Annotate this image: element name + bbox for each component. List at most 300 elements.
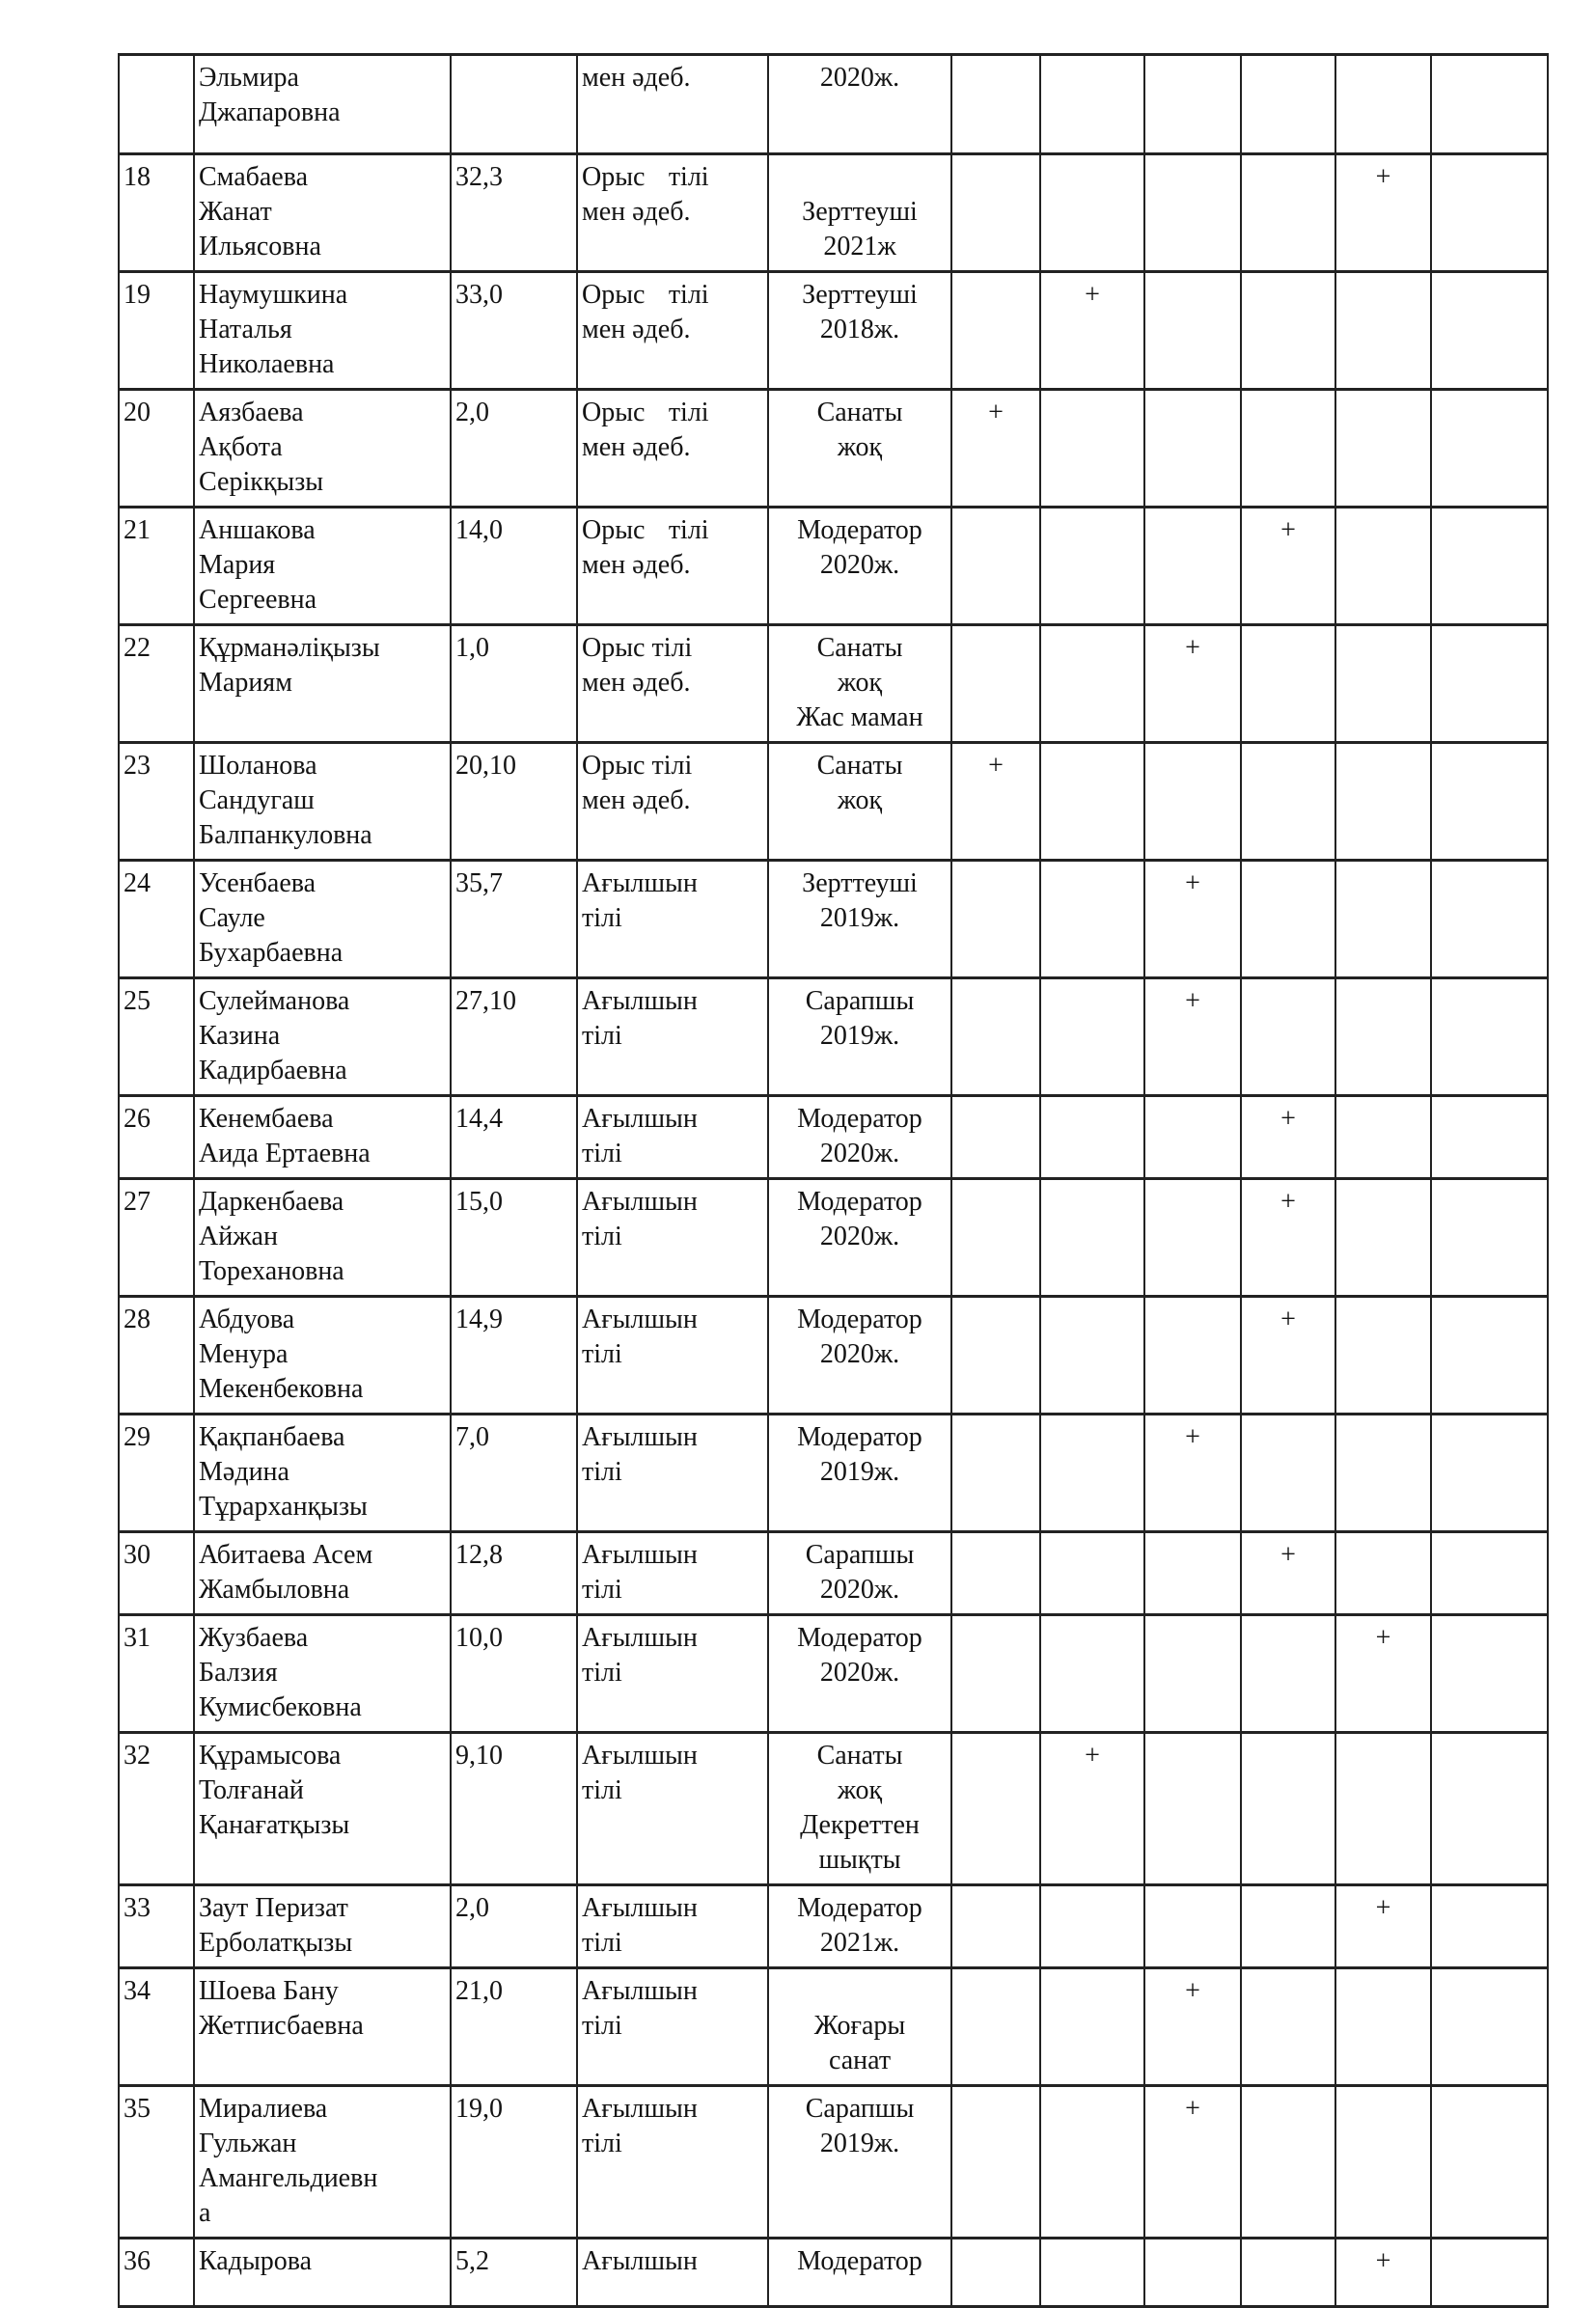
teacher-name-cell	[194, 1885, 451, 1968]
table-row	[119, 2086, 1548, 2239]
text-line: Сергеевна	[199, 585, 317, 615]
mark-cell	[1241, 743, 1335, 861]
text-line: Жузбаева	[199, 1623, 309, 1653]
text-line: тілі	[582, 1575, 622, 1605]
mark-cell	[1431, 978, 1548, 1096]
text-line: санат	[828, 2046, 892, 2075]
mark-cell	[1431, 55, 1548, 154]
attestation-plus-mark-cell: +	[1144, 1415, 1241, 1532]
teacher-name-cell	[194, 2086, 451, 2239]
table-row	[119, 1096, 1548, 1179]
teacher-name-cell	[194, 1297, 451, 1415]
category-cell	[768, 1179, 951, 1297]
category-cell	[768, 1532, 951, 1615]
table-row	[119, 625, 1548, 743]
table-row	[119, 272, 1548, 390]
text-line: Жанат	[199, 197, 272, 227]
text-line: Қақпанбаева	[199, 1422, 345, 1452]
mark-cell	[1040, 2086, 1144, 2239]
mark-cell	[1335, 1297, 1431, 1415]
row-number-cell: 19	[119, 272, 194, 390]
text-line: Мекенбековна	[199, 1374, 364, 1404]
category-cell	[768, 55, 951, 154]
attestation-plus-mark-cell: +	[1040, 1733, 1144, 1885]
text-line: Сауле	[199, 903, 265, 933]
mark-cell	[1144, 1096, 1241, 1179]
subject-cell	[577, 861, 768, 978]
mark-cell	[1241, 272, 1335, 390]
mark-cell	[1335, 390, 1431, 508]
text-line: Бухарбаевна	[199, 938, 344, 968]
text-line: 2020ж.	[819, 1222, 900, 1251]
mark-cell	[1241, 1733, 1335, 1885]
table-row	[119, 1179, 1548, 1297]
table-row	[119, 508, 1548, 625]
text-line: Айжан	[199, 1222, 278, 1251]
text-line: Сарапшы	[805, 1540, 915, 1570]
text-line	[773, 160, 947, 195]
category-cell	[768, 978, 951, 1096]
mark-cell	[1431, 508, 1548, 625]
experience-cell: 21,0	[451, 1968, 577, 2086]
mark-cell	[1241, 1968, 1335, 2086]
text-line: жоқ	[837, 432, 883, 462]
subject-cell	[577, 2239, 768, 2307]
teacher-name-cell	[194, 625, 451, 743]
row-number-cell: 33	[119, 1885, 194, 1968]
text-line: Ағылшын	[582, 2246, 698, 2276]
category-cell	[768, 861, 951, 978]
teacher-name-cell	[194, 1415, 451, 1532]
mark-cell	[1431, 2239, 1548, 2307]
mark-cell	[951, 1096, 1040, 1179]
row-number-cell: 30	[119, 1532, 194, 1615]
text-line: Менура	[199, 1339, 289, 1369]
table-row	[119, 1885, 1548, 1968]
subject-cell	[577, 1733, 768, 1885]
mark-cell	[1335, 272, 1431, 390]
mark-cell	[1241, 978, 1335, 1096]
text-line: Торехановна	[199, 1256, 344, 1286]
mark-cell	[1144, 1615, 1241, 1733]
mark-cell	[1040, 1297, 1144, 1415]
text-line: Жетписбаевна	[199, 2011, 364, 2041]
row-number-cell: 21	[119, 508, 194, 625]
mark-cell	[1040, 390, 1144, 508]
text-line: Ағылшын	[582, 1422, 698, 1452]
text-line: Мәдина	[199, 1457, 289, 1487]
text-line: мен әдеб.	[582, 668, 691, 698]
row-number-cell	[119, 55, 194, 154]
experience-cell	[451, 55, 577, 154]
mark-cell	[1144, 743, 1241, 861]
text-line: Ильясовна	[199, 232, 321, 261]
mark-cell	[1040, 1179, 1144, 1297]
table-row	[119, 743, 1548, 861]
attestation-plus-mark-cell: +	[1335, 154, 1431, 272]
text-line: тілі	[582, 1457, 622, 1487]
experience-cell: 1,0	[451, 625, 577, 743]
mark-cell	[951, 272, 1040, 390]
text-line: Ерболатқызы	[199, 1928, 353, 1958]
mark-cell	[951, 1179, 1040, 1297]
mark-cell	[951, 508, 1040, 625]
text-line: Ағылшын	[582, 986, 698, 1016]
mark-cell	[1431, 1968, 1548, 2086]
category-cell	[768, 1968, 951, 2086]
text-line: Шоланова	[199, 751, 317, 781]
text-line: Зерттеуші	[802, 280, 918, 310]
text-line: Декреттен	[800, 1810, 920, 1840]
category-cell	[768, 2239, 951, 2307]
teacher-name-cell	[194, 272, 451, 390]
attestation-plus-mark-cell: +	[1241, 1297, 1335, 1415]
text-line: мен әдеб.	[582, 432, 691, 462]
mark-cell	[1040, 154, 1144, 272]
table-row	[119, 978, 1548, 1096]
mark-cell	[1241, 1415, 1335, 1532]
attestation-plus-mark-cell: +	[1335, 1885, 1431, 1968]
row-number-cell: 23	[119, 743, 194, 861]
staff-qualification-table	[118, 53, 1549, 2308]
text-line: тілі	[582, 2011, 622, 2041]
experience-cell: 9,10	[451, 1733, 577, 1885]
mark-cell	[1241, 1615, 1335, 1733]
experience-cell: 33,0	[451, 272, 577, 390]
table-row	[119, 1532, 1548, 1615]
subject-cell	[577, 55, 768, 154]
text-line: мен әдеб.	[582, 63, 691, 93]
text-line: 2019ж.	[819, 903, 900, 933]
text-line: Балпанкуловна	[199, 820, 372, 850]
mark-cell	[1335, 861, 1431, 978]
text-line: тілі	[582, 1928, 622, 1958]
mark-cell	[951, 1885, 1040, 1968]
attestation-plus-mark-cell: +	[1335, 1615, 1431, 1733]
experience-cell: 10,0	[451, 1615, 577, 1733]
teacher-name-cell	[194, 978, 451, 1096]
table-row	[119, 1968, 1548, 2086]
teacher-name-cell	[194, 390, 451, 508]
mark-cell	[1431, 861, 1548, 978]
teacher-name-cell	[194, 1096, 451, 1179]
row-number-cell: 26	[119, 1096, 194, 1179]
category-cell	[768, 1096, 951, 1179]
mark-cell	[1144, 1532, 1241, 1615]
row-number-cell: 34	[119, 1968, 194, 2086]
mark-cell	[1040, 743, 1144, 861]
experience-cell: 32,3	[451, 154, 577, 272]
mark-cell	[1241, 2239, 1335, 2307]
text-line: Николаевна	[199, 349, 335, 379]
mark-cell	[1144, 2239, 1241, 2307]
text-line: Мария	[199, 550, 276, 580]
text-line: Кадырова	[199, 2246, 313, 2276]
mark-cell	[951, 2239, 1040, 2307]
text-line: Шоева Бану	[199, 1976, 339, 2006]
subject-cell	[577, 390, 768, 508]
table-row	[119, 55, 1548, 154]
text-line: Жамбыловна	[199, 1575, 350, 1605]
category-cell	[768, 154, 951, 272]
text-line: Ағылшын	[582, 1893, 698, 1923]
text-line: Серікқызы	[199, 467, 324, 497]
subject-cell	[577, 2086, 768, 2239]
category-cell	[768, 508, 951, 625]
text-line: 2020ж.	[819, 63, 900, 93]
category-cell	[768, 1885, 951, 1968]
text-line: Кумисбековна	[199, 1692, 362, 1722]
teacher-name-cell	[194, 1179, 451, 1297]
text-line: Орыс тілі	[582, 751, 693, 781]
experience-cell: 20,10	[451, 743, 577, 861]
mark-cell	[951, 861, 1040, 978]
mark-cell	[951, 55, 1040, 154]
row-number-cell: 29	[119, 1415, 194, 1532]
text-line: Джапаровна	[199, 97, 341, 127]
text-line: тілі	[582, 1339, 622, 1369]
text-line: Амангельдиевн	[199, 2163, 378, 2193]
subject-cell	[577, 1968, 768, 2086]
table-row	[119, 1415, 1548, 1532]
text-line: Сарапшы	[805, 2094, 915, 2124]
text-line: тілі	[582, 1658, 622, 1688]
experience-cell: 14,0	[451, 508, 577, 625]
attestation-plus-mark-cell: +	[1144, 861, 1241, 978]
text-line: Аида Ертаевна	[199, 1139, 371, 1168]
subject-cell	[577, 154, 768, 272]
text-line: тілі	[582, 1222, 622, 1251]
mark-cell	[1241, 55, 1335, 154]
text-line: Заут Перизат	[199, 1893, 348, 1923]
text-line: Модератор	[797, 1104, 922, 1134]
text-line: мен әдеб.	[582, 197, 691, 227]
table-row	[119, 1615, 1548, 1733]
row-number-cell: 25	[119, 978, 194, 1096]
mark-cell	[1040, 861, 1144, 978]
text-line: Орыс тілі	[582, 162, 709, 192]
text-line: а	[199, 2198, 211, 2228]
text-line: 2021ж.	[819, 1928, 900, 1958]
text-line: Гульжан	[199, 2129, 297, 2158]
text-line: Орыс тілі	[582, 633, 693, 663]
row-number-cell: 24	[119, 861, 194, 978]
mark-cell	[1335, 1096, 1431, 1179]
mark-cell	[1241, 625, 1335, 743]
experience-cell: 2,0	[451, 1885, 577, 1968]
attestation-plus-mark-cell: +	[951, 390, 1040, 508]
subject-cell	[577, 978, 768, 1096]
text-line: Модератор	[797, 1623, 922, 1653]
category-cell	[768, 1615, 951, 1733]
experience-cell: 5,2	[451, 2239, 577, 2307]
text-line: Толғанай	[199, 1775, 304, 1805]
text-line: Санаты	[816, 751, 903, 781]
text-line: Модератор	[797, 1305, 922, 1334]
mark-cell	[1144, 1179, 1241, 1297]
table-row	[119, 861, 1548, 978]
teacher-name-cell	[194, 55, 451, 154]
text-line: 2020ж.	[819, 1139, 900, 1168]
text-line: Наумушкина	[199, 280, 348, 310]
experience-cell: 27,10	[451, 978, 577, 1096]
row-number-cell: 32	[119, 1733, 194, 1885]
attestation-plus-mark-cell: +	[1241, 1096, 1335, 1179]
text-line: тілі	[582, 1021, 622, 1051]
mark-cell	[1335, 2086, 1431, 2239]
mark-cell	[1431, 154, 1548, 272]
mark-cell	[951, 2086, 1040, 2239]
mark-cell	[1241, 1885, 1335, 1968]
text-line: Санаты	[816, 633, 903, 663]
category-cell	[768, 1297, 951, 1415]
text-line: мен әдеб.	[582, 785, 691, 815]
category-cell	[768, 2086, 951, 2239]
mark-cell	[1144, 1297, 1241, 1415]
text-line: жоқ	[837, 785, 883, 815]
text-line: Құрманәліқызы	[199, 633, 380, 663]
row-number-cell: 20	[119, 390, 194, 508]
mark-cell	[1431, 1096, 1548, 1179]
text-line: Ағылшын	[582, 1540, 698, 1570]
teacher-name-cell	[194, 154, 451, 272]
attestation-plus-mark-cell: +	[1241, 1179, 1335, 1297]
mark-cell	[1144, 55, 1241, 154]
experience-cell: 2,0	[451, 390, 577, 508]
subject-cell	[577, 1179, 768, 1297]
text-line: 2020ж.	[819, 1339, 900, 1369]
mark-cell	[1431, 1179, 1548, 1297]
mark-cell	[1431, 272, 1548, 390]
text-line: Қанағатқызы	[199, 1810, 350, 1840]
experience-cell: 12,8	[451, 1532, 577, 1615]
mark-cell	[1040, 1968, 1144, 2086]
text-line: Смабаева	[199, 162, 309, 192]
text-line: 2020ж.	[819, 1575, 900, 1605]
text-line: Балзия	[199, 1658, 278, 1688]
mark-cell	[1431, 2086, 1548, 2239]
text-line: шықты	[818, 1845, 901, 1875]
mark-cell	[951, 1733, 1040, 1885]
row-number-cell: 18	[119, 154, 194, 272]
text-line: Ағылшын	[582, 1741, 698, 1771]
text-line: тілі	[582, 1775, 622, 1805]
mark-cell	[951, 1615, 1040, 1733]
text-line: Казина	[199, 1021, 281, 1051]
mark-cell	[1144, 390, 1241, 508]
text-line: 2018ж.	[819, 315, 900, 344]
text-line: жоқ	[837, 668, 883, 698]
text-line	[773, 1974, 947, 2009]
text-line: мен әдеб.	[582, 550, 691, 580]
experience-cell: 19,0	[451, 2086, 577, 2239]
text-line: Абдуова	[199, 1305, 295, 1334]
mark-cell	[1241, 2086, 1335, 2239]
attestation-plus-mark-cell: +	[1144, 2086, 1241, 2239]
experience-cell: 14,9	[451, 1297, 577, 1415]
subject-cell	[577, 272, 768, 390]
text-line: Эльмира	[199, 63, 299, 93]
mark-cell	[1040, 1532, 1144, 1615]
mark-cell	[1040, 508, 1144, 625]
mark-cell	[1144, 508, 1241, 625]
text-line: Абитаева Асем	[199, 1540, 373, 1570]
text-line: тілі	[582, 2129, 622, 2158]
row-number-cell: 27	[119, 1179, 194, 1297]
category-cell	[768, 272, 951, 390]
text-line: Жас маман	[796, 702, 923, 732]
mark-cell	[1335, 1968, 1431, 2086]
table-row	[119, 1297, 1548, 1415]
mark-cell	[951, 1532, 1040, 1615]
subject-cell	[577, 1615, 768, 1733]
category-cell	[768, 743, 951, 861]
subject-cell	[577, 1532, 768, 1615]
mark-cell	[951, 1968, 1040, 2086]
text-line: Модератор	[797, 1187, 922, 1217]
experience-cell: 7,0	[451, 1415, 577, 1532]
attestation-plus-mark-cell: +	[1144, 625, 1241, 743]
text-line: 2019ж.	[819, 1457, 900, 1487]
text-line: Ағылшын	[582, 1187, 698, 1217]
text-line: тілі	[582, 1139, 622, 1168]
attestation-plus-mark-cell: +	[1241, 508, 1335, 625]
text-line: Модератор	[797, 1893, 922, 1923]
mark-cell	[1431, 1415, 1548, 1532]
row-number-cell: 35	[119, 2086, 194, 2239]
subject-cell	[577, 508, 768, 625]
teacher-name-cell	[194, 508, 451, 625]
mark-cell	[1144, 1885, 1241, 1968]
text-line: Құрамысова	[199, 1741, 342, 1771]
text-line: Ағылшын	[582, 1976, 698, 2006]
table-row	[119, 2239, 1548, 2307]
category-cell	[768, 625, 951, 743]
mark-cell	[1144, 272, 1241, 390]
mark-cell	[1431, 1733, 1548, 1885]
mark-cell	[1241, 861, 1335, 978]
mark-cell	[1335, 55, 1431, 154]
mark-cell	[1040, 1415, 1144, 1532]
mark-cell	[1335, 978, 1431, 1096]
text-line: Санаты	[816, 398, 903, 427]
table-row	[119, 1733, 1548, 1885]
text-line: Кенембаева	[199, 1104, 334, 1134]
text-line: Зерттеуші	[802, 868, 918, 898]
table-row	[119, 390, 1548, 508]
text-line: Кадирбаевна	[199, 1056, 347, 1085]
mark-cell	[1431, 1532, 1548, 1615]
text-line: 2020ж.	[819, 1658, 900, 1688]
text-line: Ағылшын	[582, 2094, 698, 2124]
experience-cell: 14,4	[451, 1096, 577, 1179]
mark-cell	[1241, 390, 1335, 508]
row-number-cell: 31	[119, 1615, 194, 1733]
category-cell	[768, 1415, 951, 1532]
mark-cell	[1335, 1532, 1431, 1615]
row-number-cell: 36	[119, 2239, 194, 2307]
subject-cell	[577, 1297, 768, 1415]
text-line: Ағылшын	[582, 1104, 698, 1134]
text-line: Мариям	[199, 668, 292, 698]
mark-cell	[1241, 154, 1335, 272]
text-line: Наталья	[199, 315, 292, 344]
teacher-name-cell	[194, 1615, 451, 1733]
text-line: Зерттеуші	[802, 197, 918, 227]
mark-cell	[1040, 1096, 1144, 1179]
text-line: Даркенбаева	[199, 1187, 344, 1217]
text-line: тілі	[582, 903, 622, 933]
